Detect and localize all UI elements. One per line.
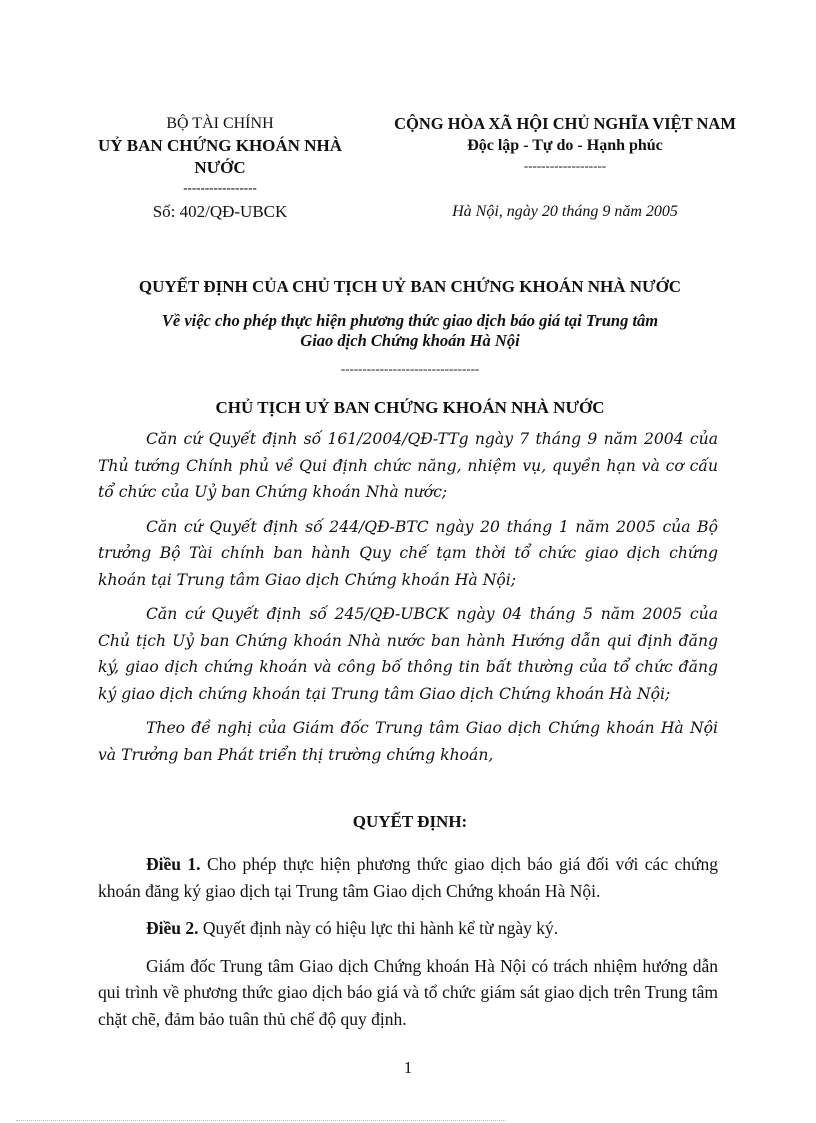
document-title: QUYẾT ĐỊNH CỦA CHỦ TỊCH UỶ BAN CHỨNG KHOÁN NHÀ NƯỚC — [138, 277, 682, 296]
closing-paragraph: Giám đốc Trung tâm Giao dịch Chứng khoán Hà Nội có trách nhiệm hướng dẫn qui trình về phương thức giao dịch báo giá và tổ chức giám sát giao dịch trên Trung tâm chặt chẽ, đảm bảo tuân thủ chế độ quy định. — [98, 955, 718, 1029]
left-separator: ----------------- — [183, 180, 257, 195]
subject-line-1: Về việc cho phép thực hiện phương thức giao dịch báo giá tại Trung tâm — [161, 311, 659, 330]
preamble-paragraph: Căn cứ Quyết định số 161/2004/QĐ-TTg ngày 7 tháng 9 năm 2004 của Thủ tướng Chính phủ về Qui định chức năng, nhiệm vụ, quyền hạn và cơ cấu tổ chức của Uỷ ban Chứng khoán Nhà nước; — [98, 430, 718, 501]
page-boundary-line — [16, 1120, 506, 1121]
national-header-block — [370, 113, 760, 223]
preamble-paragraph: Căn cứ Quyết định số 245/QĐ-UBCK ngày 04 tháng 5 năm 2005 của Chủ tịch Uỷ ban Chứng khoán Nhà nước ban hành Hướng dẫn qui định đăng ký, giao dịch chứng khoán và công bố thông tin bất thường của tổ chức đăng ký giao dịch chứng khoán tại Trung tâm Giao dịch Chứng khoán Hà Nội; — [98, 605, 718, 703]
preamble-paragraph: Căn cứ Quyết định số 244/QĐ-BTC ngày 20 tháng 1 năm 2005 của Bộ trưởng Bộ Tài chính ban hành Quy chế tạm thời tổ chức giao dịch chứng khoán tại Trung tâm Giao dịch Chứng khoán Hà Nội; — [98, 517, 718, 589]
issuing-authority-heading: CHỦ TỊCH UỶ BAN CHỨNG KHOÁN NHÀ NƯỚC — [215, 398, 605, 417]
title-separator: -------------------------------- — [340, 361, 480, 376]
document-number: Số: 402/QĐ-UBCK — [152, 202, 288, 221]
decision-heading: QUYẾT ĐỊNH: — [352, 812, 468, 831]
ministry-name: BỘ TÀI CHÍNH — [166, 115, 274, 132]
issuing-agency-block — [70, 113, 370, 223]
article-text: Quyết định này có hiệu lực thi hành kể từ ngày ký. — [198, 918, 559, 938]
article-1 — [98, 851, 718, 904]
preamble-paragraph: Theo đề nghị của Giám đốc Trung tâm Giao dịch Chứng khoán Hà Nội và Trưởng ban Phát triển thị trường chứng khoán, — [98, 719, 718, 764]
page-number: 1 — [403, 1058, 413, 1077]
article-label: Điều 1. — [146, 854, 201, 874]
agency-name-line1: UỶ BAN CHỨNG KHOÁN NHÀ — [98, 136, 342, 155]
preamble-section — [98, 426, 718, 776]
country-name: CỘNG HÒA XÃ HỘI CHỦ NGHĨA VIỆT NAM — [394, 114, 736, 133]
agency-name-line2: NƯỚC — [194, 158, 246, 177]
article-text: Cho phép thực hiện phương thức giao dịch báo giá đối với các chứng khoán đăng ký giao dịch tại Trung tâm Giao dịch Chứng khoán Hà Nội. — [98, 854, 719, 901]
article-label: Điều 2. — [146, 918, 199, 938]
article-2 — [98, 915, 718, 942]
subject-line-2: Giao dịch Chứng khoán Hà Nội — [300, 331, 520, 350]
place-and-date: Hà Nội, ngày 20 tháng 9 năm 2005 — [452, 203, 678, 220]
articles-section — [98, 851, 718, 1040]
national-motto: Độc lập - Tự do - Hạnh phúc — [467, 137, 663, 154]
right-separator: ------------------- — [523, 158, 607, 173]
